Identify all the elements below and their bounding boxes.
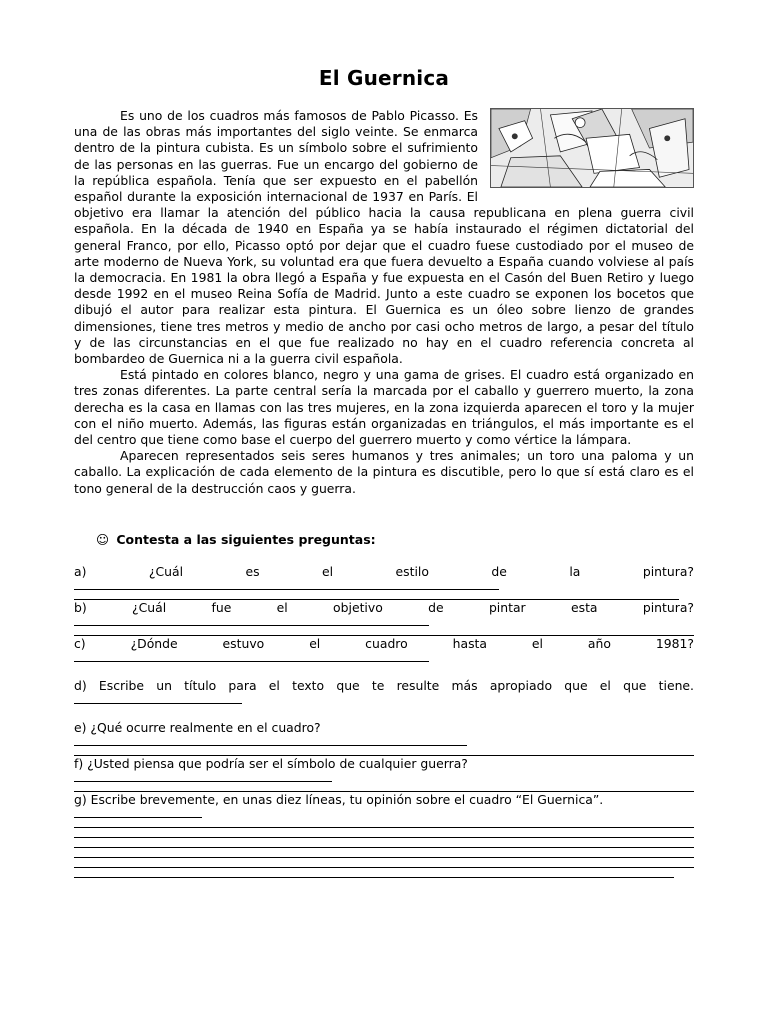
question-c: c) ¿Dónde estuvo el cuadro hasta el año 1981? [74, 636, 694, 651]
guernica-sketch [491, 109, 693, 187]
answer-line[interactable] [74, 868, 674, 878]
paragraph-2: Está pintado en colores blanco, negro y una gama de grises. El cuadro está organizado en tres zonas diferentes. La parte central sería la marcada por el caballo y guerrero muerto, la zona derecha es la casa en llamas con las tres mujeres, en la zona izquierda aparecen el toro y la mujer con el niño muerto. Además, las figuras están organizadas en triángulos, el más importante es el del centro que tiene como base el cuerpo del guerrero muerto y como vértice la lámpara. [74, 367, 694, 448]
answer-line[interactable] [74, 808, 202, 818]
question-a: a) ¿Cuál es el estilo de la pintura? [74, 564, 694, 579]
questions-heading-text: Contesta a las siguientes preguntas: [116, 532, 376, 547]
paragraph-1: Es uno de los cuadros más famosos de Pablo Picasso. Es una de las obras más importantes del siglo veinte. Se enmarca dentro de la pintura cubista. Es un símbolo sobre el sufrimiento de las personas en las guerras. Fue un encargo del gobierno de la república española. Tenía que ser expuesto en el pabellón español durante la exposición internacional de 1937 en París. El objetivo era llamar la atención del público hacia la causa republicana en plena guerra civil española. En la década de 1940 en España ya se había instaurado el régimen dictatorial del general Franco, por ello, Picasso optó por dejar que el cuadro fuese custodiado por el museo de arte moderno de Nueva York, su voluntad era que fuera devuelto a España cuando volviese al país la democracia. En 1981 la obra llegó a España y fue expuesta en el Casón del Buen Retiro y luego desde 1992 en el museo Reina Sofía de Madrid. Junto a este cuadro se exponen los bocetos que dibujó el autor para realizar esta pintura. El Guernica es un óleo sobre lienzo de grandes dimensiones, tiene tres metros y medio de ancho por casi ocho metros de largo, a pesar del título y de las circunstancias en el que fue realizado no hay en el cuadro referencia concreta al bombardeo de Guernica ni a la guerra civil española. [74, 108, 694, 367]
answer-line[interactable] [74, 746, 694, 756]
answer-line[interactable] [74, 736, 467, 746]
questions-list [74, 564, 694, 878]
question-d: d) Escribe un título para el texto que te resulte más apropiado que el que tiene. [74, 678, 694, 693]
smiley-icon: ☺ [96, 532, 110, 547]
answer-line[interactable] [74, 772, 332, 782]
question-g: g) Escribe brevemente, en unas diez líneas, tu opinión sobre el cuadro “El Guernica”. [74, 792, 604, 807]
answer-line[interactable] [74, 848, 694, 858]
article-text [74, 108, 694, 497]
questions-heading [96, 532, 376, 547]
answer-line[interactable] [74, 858, 694, 868]
question-b: b) ¿Cuál fue el objetivo de pintar esta pintura? [74, 600, 694, 615]
answer-line[interactable] [74, 782, 694, 792]
answer-line[interactable] [74, 616, 429, 626]
answer-line[interactable] [74, 828, 694, 838]
question-e: e) ¿Qué ocurre realmente en el cuadro? [74, 720, 321, 735]
answer-line[interactable] [74, 838, 694, 848]
answer-line[interactable] [74, 818, 694, 828]
answer-line[interactable] [74, 694, 242, 704]
page-title: El Guernica [318, 66, 450, 90]
answer-line[interactable] [74, 580, 499, 590]
answer-line[interactable] [74, 652, 429, 662]
paragraph-3: Aparecen representados seis seres humanos y tres animales; un toro una paloma y un caballo. La explicación de cada elemento de la pintura es discutible, pero lo que sí está claro es el tono general de la destrucción caos y guerra. [74, 448, 694, 496]
guernica-image [490, 108, 694, 188]
answer-line[interactable] [74, 626, 694, 636]
question-f: f) ¿Usted piensa que podría ser el símbolo de cualquier guerra? [74, 756, 468, 771]
answer-line[interactable] [74, 590, 679, 600]
